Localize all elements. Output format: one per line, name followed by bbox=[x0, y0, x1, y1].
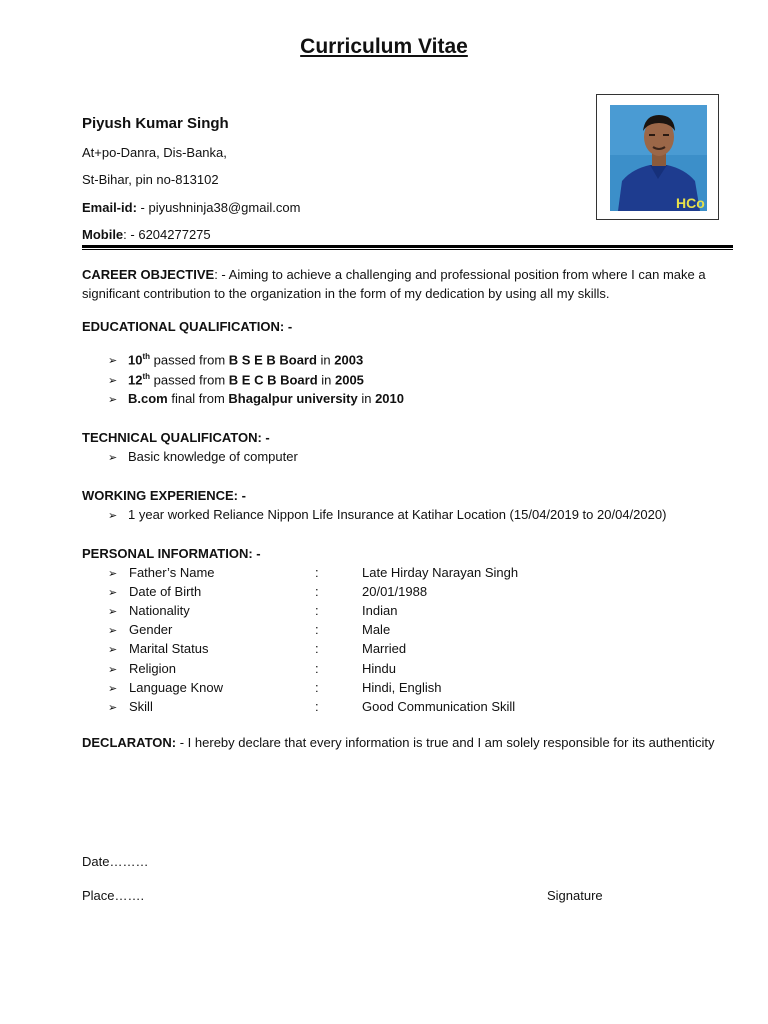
personal-row-bullet bbox=[108, 565, 128, 580]
email-line bbox=[82, 200, 300, 215]
profile-photo bbox=[596, 94, 719, 220]
bullet-arrow-icon: ➢ bbox=[108, 644, 118, 656]
email-label: Email-id: bbox=[82, 200, 137, 215]
bullet-arrow-icon: ➢ bbox=[108, 394, 118, 406]
career-objective bbox=[82, 265, 734, 303]
page-title: Curriculum Vitae bbox=[300, 35, 468, 58]
personal-separator: : bbox=[315, 603, 319, 618]
declaration-label: DECLARATON: bbox=[82, 735, 177, 750]
declaration bbox=[82, 733, 734, 752]
personal-label: Nationality bbox=[129, 603, 190, 618]
place-field: Place……. bbox=[82, 888, 145, 903]
experience-item: ➢ 1 year worked Reliance Nippon Life Insurance at Katihar Location (15/04/2019 to 20/04/2020) bbox=[108, 507, 667, 522]
personal-label: Father’s Name bbox=[129, 565, 215, 580]
education-item: ➢ 12th passed from B E C B Board in 2005 bbox=[108, 372, 364, 388]
candidate-name: Piyush Kumar Singh bbox=[82, 115, 229, 132]
personal-value: Good Communication Skill bbox=[362, 699, 516, 714]
bullet-arrow-icon: ➢ bbox=[108, 568, 118, 580]
bullet-arrow-icon: ➢ bbox=[108, 452, 118, 464]
personal-value: Married bbox=[362, 641, 407, 656]
bullet-arrow-icon: ➢ bbox=[108, 587, 118, 599]
bullet-arrow-icon: ➢ bbox=[108, 510, 118, 522]
technical-item: ➢ Basic knowledge of computer bbox=[108, 449, 298, 464]
personal-label: Date of Birth bbox=[129, 584, 202, 599]
education-item: ➢ B.com final from Bhagalpur university in 2010 bbox=[108, 391, 404, 406]
personal-separator: : bbox=[315, 565, 319, 580]
header-divider-thick bbox=[82, 245, 733, 248]
personal-separator: : bbox=[315, 699, 319, 714]
technical-heading: TECHNICAL QUALIFICATON: - bbox=[82, 430, 270, 445]
shirt-print: HCo bbox=[676, 195, 705, 211]
personal-row-bullet bbox=[108, 603, 128, 618]
personal-row-bullet bbox=[108, 622, 128, 637]
personal-value: Hindu bbox=[362, 661, 396, 676]
personal-value: Late Hirday Narayan Singh bbox=[362, 565, 519, 580]
portrait-image bbox=[610, 105, 707, 211]
personal-row-bullet bbox=[108, 641, 128, 656]
education-heading: EDUCATIONAL QUALIFICATION: - bbox=[82, 319, 293, 334]
personal-value: Male bbox=[362, 622, 391, 637]
education-item: ➢ 10th passed from B S E B Board in 2003 bbox=[108, 352, 364, 368]
experience-heading: WORKING EXPERIENCE: - bbox=[82, 488, 246, 503]
career-objective-label: CAREER OBJECTIVE bbox=[82, 267, 215, 282]
personal-value: Indian bbox=[362, 603, 398, 618]
personal-separator: : bbox=[315, 680, 319, 695]
personal-heading: PERSONAL INFORMATION: - bbox=[82, 546, 261, 561]
email-value: - piyushninja38@gmail.com bbox=[136, 200, 301, 215]
bullet-arrow-icon: ➢ bbox=[108, 606, 118, 618]
bullet-arrow-icon: ➢ bbox=[108, 375, 118, 388]
address-line-2: St-Bihar, pin no-813102 bbox=[82, 172, 219, 187]
personal-row-bullet bbox=[108, 584, 128, 599]
date-field: Date……… bbox=[82, 854, 149, 869]
header-divider-thin bbox=[82, 249, 733, 250]
bullet-arrow-icon: ➢ bbox=[108, 664, 118, 676]
bullet-arrow-icon: ➢ bbox=[108, 683, 118, 695]
address-line-1: At+po-Danra, Dis-Banka, bbox=[82, 145, 227, 160]
mobile-label: Mobile bbox=[82, 227, 124, 242]
personal-label: Skill bbox=[129, 699, 153, 714]
personal-label: Marital Status bbox=[129, 641, 209, 656]
bullet-arrow-icon: ➢ bbox=[108, 625, 118, 637]
mobile-line bbox=[82, 227, 211, 242]
personal-label: Gender bbox=[129, 622, 173, 637]
declaration-text: - I hereby declare that every information is true and I am solely responsible for its authenticity bbox=[176, 735, 715, 750]
personal-value: Hindi, English bbox=[362, 680, 442, 695]
personal-separator: : bbox=[315, 661, 319, 676]
personal-separator: : bbox=[315, 584, 319, 599]
mobile-value: : - 6204277275 bbox=[123, 227, 211, 242]
personal-row-bullet bbox=[108, 661, 128, 676]
personal-label: Language Know bbox=[129, 680, 223, 695]
signature-label: Signature bbox=[547, 888, 603, 903]
personal-value: 20/01/1988 bbox=[362, 584, 428, 599]
bullet-arrow-icon: ➢ bbox=[108, 702, 118, 714]
personal-row-bullet bbox=[108, 699, 128, 714]
personal-row-bullet bbox=[108, 680, 128, 695]
personal-label: Religion bbox=[129, 661, 176, 676]
bullet-arrow-icon: ➢ bbox=[108, 355, 118, 368]
career-objective-text: : - Aiming to achieve a challenging and professional position from where I can make a significant contribution to the organization in the form of my dedication by using all my skills. bbox=[82, 267, 706, 301]
personal-separator: : bbox=[315, 641, 319, 656]
personal-separator: : bbox=[315, 622, 319, 637]
